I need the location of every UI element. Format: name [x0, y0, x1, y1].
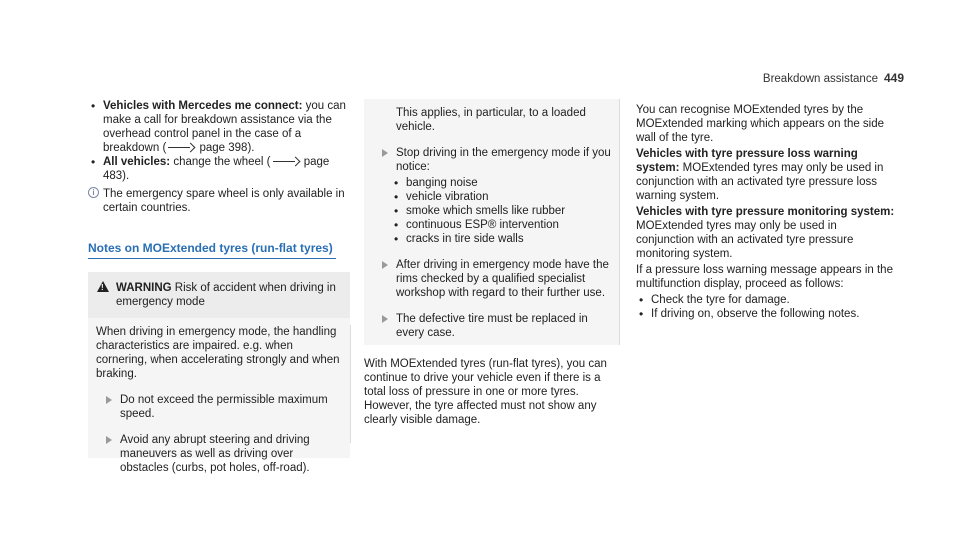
warning-text: Risk of accident when driving in emergency mode	[116, 282, 336, 308]
instruction-step	[96, 433, 342, 475]
list-item	[88, 99, 350, 155]
warning-label: WARNING	[116, 282, 172, 294]
body-paragraph: You can recognise MOExtended tyres by the MOExtended marking which appears on the side wall of the tyre.	[636, 104, 885, 144]
step-text: After driving in emergency mode have the rims checked by a qualified specialist workshop with regard to their further use.	[396, 259, 609, 299]
column-3	[636, 103, 898, 321]
paragraph-bold-label: Vehicles with tyre pressure monitoring system:	[636, 206, 895, 218]
warning-box	[88, 272, 350, 474]
page-ref-link[interactable]: page 398).	[196, 142, 255, 154]
warning-header	[88, 272, 350, 318]
column-1	[88, 99, 350, 474]
instruction-step	[372, 258, 611, 300]
step-text: Avoid any abrupt steering and driving maneuvers as well as driving over obstacles (curbs, pot holes, off-road).	[120, 434, 310, 474]
bullet-text: change the wheel (	[170, 156, 271, 168]
instruction-step	[372, 146, 611, 174]
paragraph-text: MOExtended tyres may only be used in conjunction with an activated tyre pressure monitoring system.	[636, 220, 854, 260]
action-list	[636, 293, 898, 321]
paragraph-text: MOExtended tyres may only be used in conjunction with an activated tyre pressure loss warning system.	[636, 162, 884, 202]
page-number: 449	[883, 71, 904, 85]
column-divider	[350, 325, 351, 443]
warning-body-text: When driving in emergency mode, the handling characteristics are impaired. e.g. when cornering, when accelerating strongly and when braking.	[96, 326, 340, 380]
column-2	[364, 99, 620, 427]
step-arrow-icon	[382, 149, 388, 157]
bullet-bold-label: All vehicles:	[103, 156, 171, 168]
body-paragraph	[636, 205, 898, 261]
instruction-step	[372, 312, 611, 340]
warning-continuation	[364, 99, 620, 345]
body-paragraph	[636, 147, 898, 203]
list-item: • continuous ESP® intervention	[372, 218, 611, 232]
step-arrow-icon	[106, 396, 112, 404]
list-item: • cracks in tire side walls	[372, 232, 611, 246]
step-arrow-icon	[382, 315, 388, 323]
step-text: The defective tire must be replaced in every case.	[396, 313, 588, 339]
step-text: Stop driving in the emergency mode if you notice:	[396, 147, 611, 173]
note-text: The emergency spare wheel is only available in certain countries.	[103, 188, 345, 214]
step-arrow-icon	[382, 261, 388, 269]
warning-triangle-icon	[97, 281, 109, 292]
section-header-title: Breakdown assistance	[762, 73, 878, 85]
page-header	[763, 71, 904, 86]
section-title: Notes on MOExtended tyres (run-flat tyres)	[88, 241, 336, 259]
paragraph-bold-label: Vehicles with tyre pressure loss warning system:	[636, 148, 858, 174]
page-ref-arrow-icon	[273, 157, 299, 166]
body-paragraph: With MOExtended tyres (run-flat tyres), you can continue to drive your vehicle even if there is a total loss of pressure in one or more tyres. However, the tyre affected must not show any clearly visible damage.	[364, 358, 607, 426]
list-item: • Check the tyre for damage.	[636, 293, 898, 307]
step-arrow-icon	[106, 436, 112, 444]
list-item: • banging noise	[372, 176, 611, 190]
bullet-text: you can make a call for breakdown assistance via the overhead control panel in the case of a breakdown (	[103, 100, 346, 154]
list-item	[88, 155, 350, 183]
list-item: • smoke which smells like rubber	[372, 204, 611, 218]
body-paragraph: If a pressure loss warning message appears in the multifunction display, proceed as follows:	[636, 264, 893, 290]
step-text: Do not exceed the permissible maximum speed.	[120, 394, 328, 420]
list-item: • If driving on, observe the following notes.	[636, 307, 898, 321]
note	[88, 187, 350, 215]
instruction-step	[96, 393, 342, 421]
continuation-text: This applies, in particular, to a loaded vehicle.	[396, 107, 586, 133]
list-item: • vehicle vibration	[372, 190, 611, 204]
warning-body	[88, 318, 350, 474]
symptom-list	[372, 176, 611, 246]
info-icon: i	[88, 187, 99, 198]
page-ref-arrow-icon	[168, 143, 194, 152]
page-ref-link[interactable]: page 483).	[103, 156, 330, 182]
bullet-bold-label: Vehicles with Mercedes me connect:	[103, 100, 303, 112]
